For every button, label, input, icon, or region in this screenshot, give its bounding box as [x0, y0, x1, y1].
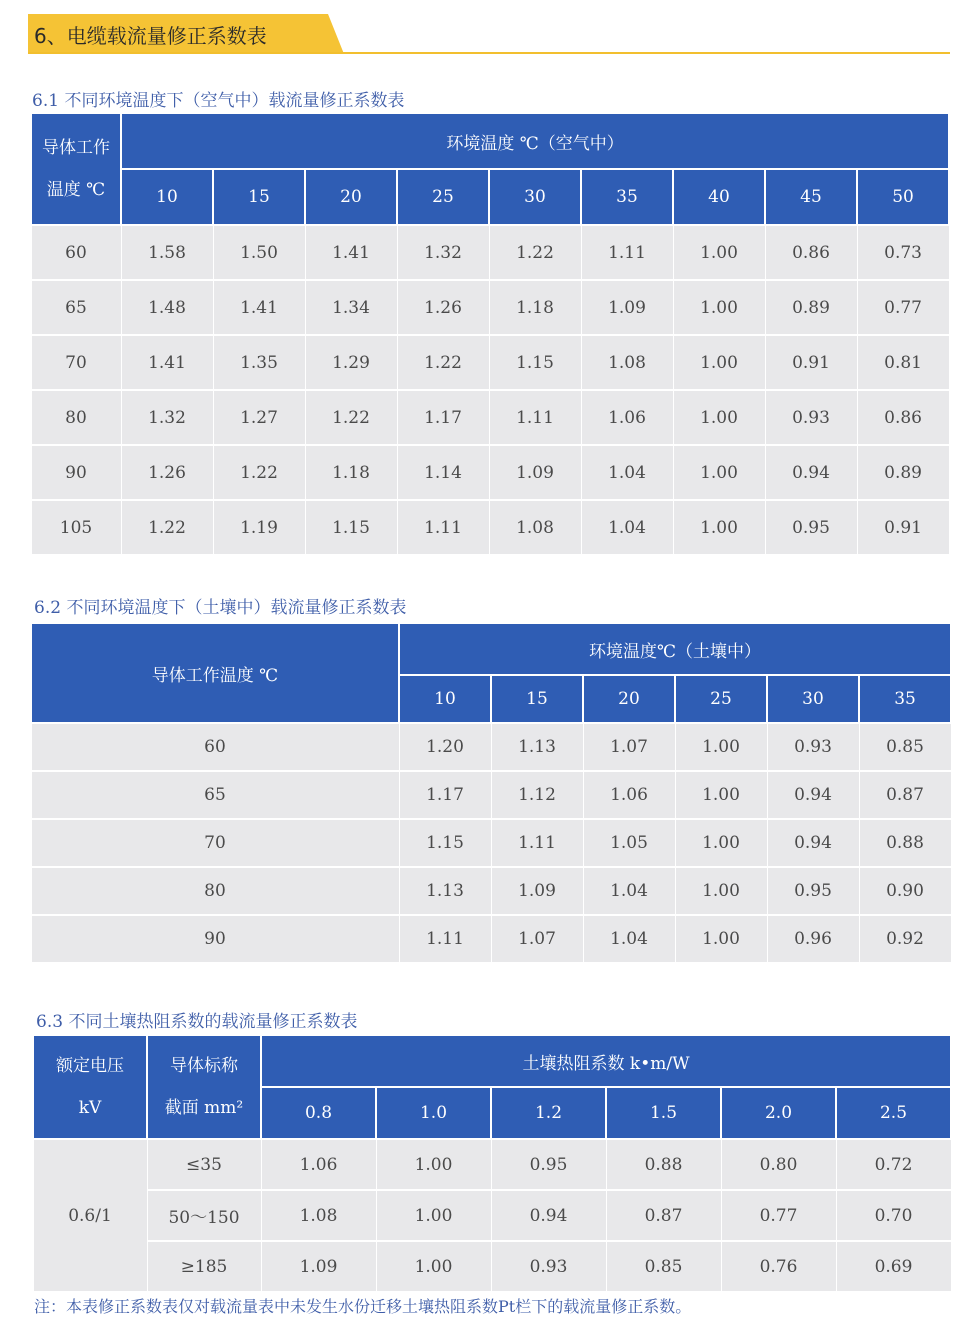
table3-value-cell: 1.00 [376, 1190, 491, 1241]
table3-column-header: 2.5 [836, 1087, 951, 1139]
table3-column-header: 1.5 [606, 1087, 721, 1139]
table3-column-header: 1.2 [491, 1087, 606, 1139]
table-row [31, 335, 949, 390]
table1-value-cell: 1.08 [489, 500, 581, 555]
table-row [31, 280, 949, 335]
table2 [30, 622, 952, 964]
table3-value-cell: 0.76 [721, 1241, 836, 1292]
table1-value-cell: 0.91 [857, 500, 949, 555]
table3-group-header: 土壤热阻系数 k•m/W [261, 1035, 951, 1087]
table2-value-cell: 1.09 [491, 867, 583, 915]
table-row [31, 723, 951, 771]
table1-value-cell: 1.06 [581, 390, 673, 445]
table3-section-header [147, 1035, 261, 1139]
table1-group-header: 环境温度 ℃（空气中） [121, 113, 949, 169]
table2-value-cell: 1.15 [399, 819, 491, 867]
table1-value-cell: 0.93 [765, 390, 857, 445]
table3-value-cell: 0.93 [491, 1241, 606, 1292]
table1-value-cell: 1.15 [305, 500, 397, 555]
table2-value-cell: 1.04 [583, 867, 675, 915]
table1-value-cell: 1.00 [673, 280, 765, 335]
table3-title: 6.3 不同土壤热阻系数的载流量修正系数表 [36, 1012, 358, 1032]
table1-column-header: 35 [581, 169, 673, 225]
table1-value-cell: 0.73 [857, 225, 949, 280]
table-row [31, 390, 949, 445]
table1-value-cell: 1.22 [213, 445, 305, 500]
table2-group-header: 环境温度℃（土壤中） [399, 623, 951, 675]
table2-value-cell: 1.06 [583, 771, 675, 819]
table1-value-cell: 1.00 [673, 225, 765, 280]
table1-row-header [31, 113, 121, 225]
table3-column-header: 1.0 [376, 1087, 491, 1139]
table2-temp-cell: 90 [31, 915, 399, 963]
table1-value-cell: 1.11 [489, 390, 581, 445]
table1-title: 6.1 不同环境温度下（空气中）载流量修正系数表 [32, 91, 405, 111]
table3-section-cell: ≥185 [147, 1241, 261, 1292]
footnote: 注：本表修正系数表仅对载流量表中未发生水份迁移土壤热阻系数Pt栏下的载流量修正系数。 [34, 1297, 692, 1316]
table2-value-cell: 1.07 [491, 915, 583, 963]
table1-value-cell: 1.14 [397, 445, 489, 500]
table1-value-cell: 1.00 [673, 390, 765, 445]
table2-temp-cell: 80 [31, 867, 399, 915]
table2-value-cell: 1.13 [399, 867, 491, 915]
table1-temp-cell: 80 [31, 390, 121, 445]
table2-value-cell: 1.11 [491, 819, 583, 867]
table3-voltage-header [33, 1035, 147, 1139]
table1-column-header-row [31, 169, 949, 225]
table1-value-cell: 0.77 [857, 280, 949, 335]
table2-value-cell: 0.93 [767, 723, 859, 771]
table-row [31, 771, 951, 819]
table2-temp-cell: 65 [31, 771, 399, 819]
table1-column-header: 20 [305, 169, 397, 225]
table3-section-cell: 50～150 [147, 1190, 261, 1241]
table3-column-header: 0.8 [261, 1087, 376, 1139]
table3-value-cell: 1.08 [261, 1190, 376, 1241]
table2-value-cell: 1.05 [583, 819, 675, 867]
table2-column-header: 35 [859, 675, 951, 723]
table1-value-cell: 0.89 [857, 445, 949, 500]
table1-value-cell: 1.17 [397, 390, 489, 445]
table1-value-cell: 1.26 [121, 445, 213, 500]
table1-column-header: 45 [765, 169, 857, 225]
table2-value-cell: 1.00 [675, 819, 767, 867]
table3-value-cell: 1.00 [376, 1241, 491, 1292]
table1-value-cell: 1.27 [213, 390, 305, 445]
section-title: 6、电缆载流量修正系数表 [34, 24, 267, 48]
table1-value-cell: 0.81 [857, 335, 949, 390]
table3-value-cell: 0.77 [721, 1190, 836, 1241]
table2-value-cell: 0.87 [859, 771, 951, 819]
table3-value-cell: 0.95 [491, 1139, 606, 1190]
table1-value-cell: 1.48 [121, 280, 213, 335]
table2-value-cell: 0.85 [859, 723, 951, 771]
table3-column-header: 2.0 [721, 1087, 836, 1139]
table2-row-header: 导体工作温度 ℃ [31, 623, 399, 723]
table2-value-cell: 1.07 [583, 723, 675, 771]
table3-section-cell: ≤35 [147, 1139, 261, 1190]
table1-value-cell: 1.41 [121, 335, 213, 390]
table2-value-cell: 1.17 [399, 771, 491, 819]
table1-value-cell: 1.00 [673, 500, 765, 555]
table1-value-cell: 1.09 [489, 445, 581, 500]
table1-value-cell: 1.29 [305, 335, 397, 390]
table1-value-cell: 1.35 [213, 335, 305, 390]
table3-value-cell: 1.06 [261, 1139, 376, 1190]
table-row [33, 1139, 951, 1190]
table3-section-header-line1: 导体标称 [170, 1056, 238, 1076]
table-row [31, 915, 951, 963]
table-row [31, 225, 949, 280]
table2-value-cell: 0.96 [767, 915, 859, 963]
table2-value-cell: 0.94 [767, 771, 859, 819]
table2-value-cell: 0.88 [859, 819, 951, 867]
table1-value-cell: 1.41 [213, 280, 305, 335]
table1-value-cell: 0.86 [857, 390, 949, 445]
table2-column-header: 30 [767, 675, 859, 723]
table1-temp-cell: 90 [31, 445, 121, 500]
table2-value-cell: 1.12 [491, 771, 583, 819]
table1-row-header-line2: 温度 ℃ [46, 180, 106, 200]
table1-value-cell: 1.04 [581, 500, 673, 555]
table3-value-cell: 1.00 [376, 1139, 491, 1190]
table2-title: 6.2 不同环境温度下（土壤中）载流量修正系数表 [34, 598, 407, 618]
table1-value-cell: 1.32 [397, 225, 489, 280]
table1-temp-cell: 105 [31, 500, 121, 555]
table1-column-header: 40 [673, 169, 765, 225]
table2-column-header: 25 [675, 675, 767, 723]
table3-value-cell: 0.87 [606, 1190, 721, 1241]
table1-value-cell: 1.18 [489, 280, 581, 335]
table2-value-cell: 0.95 [767, 867, 859, 915]
table1 [30, 112, 950, 556]
table2-value-cell: 0.90 [859, 867, 951, 915]
table1-value-cell: 1.26 [397, 280, 489, 335]
table1-value-cell: 1.58 [121, 225, 213, 280]
table3-value-cell: 0.72 [836, 1139, 951, 1190]
table-row [31, 445, 949, 500]
table3-value-cell: 0.80 [721, 1139, 836, 1190]
table1-value-cell: 0.95 [765, 500, 857, 555]
table-row [31, 819, 951, 867]
table2-value-cell: 0.92 [859, 915, 951, 963]
table1-value-cell: 1.22 [397, 335, 489, 390]
table2-value-cell: 1.00 [675, 723, 767, 771]
table3-value-cell: 0.94 [491, 1190, 606, 1241]
table1-value-cell: 1.19 [213, 500, 305, 555]
table1-value-cell: 1.04 [581, 445, 673, 500]
table1-value-cell: 1.00 [673, 445, 765, 500]
table-row [31, 500, 949, 555]
table1-column-header: 10 [121, 169, 213, 225]
table3-voltage-cell: 0.6/1 [33, 1139, 147, 1292]
table1-value-cell: 1.11 [581, 225, 673, 280]
table3-voltage-header-line2: kV [78, 1098, 102, 1118]
table1-value-cell: 0.89 [765, 280, 857, 335]
table1-value-cell: 1.00 [673, 335, 765, 390]
table1-value-cell: 1.11 [397, 500, 489, 555]
table2-column-header: 20 [583, 675, 675, 723]
table2-value-cell: 1.00 [675, 915, 767, 963]
table1-column-header: 30 [489, 169, 581, 225]
table2-column-header: 10 [399, 675, 491, 723]
table2-temp-cell: 60 [31, 723, 399, 771]
section-header-underline [28, 52, 950, 54]
table1-column-header: 15 [213, 169, 305, 225]
table1-temp-cell: 70 [31, 335, 121, 390]
table1-value-cell: 1.22 [121, 500, 213, 555]
table2-value-cell: 0.94 [767, 819, 859, 867]
table2-value-cell: 1.00 [675, 867, 767, 915]
table-row [33, 1190, 951, 1241]
table2-temp-cell: 70 [31, 819, 399, 867]
table3-value-cell: 0.70 [836, 1190, 951, 1241]
table2-column-header: 15 [491, 675, 583, 723]
table1-temp-cell: 65 [31, 280, 121, 335]
table2-value-cell: 1.13 [491, 723, 583, 771]
table3-section-header-line2: 截面 mm² [164, 1098, 244, 1118]
table3-value-cell: 0.69 [836, 1241, 951, 1292]
table3-voltage-header-line1: 额定电压 [56, 1056, 124, 1076]
table2-value-cell: 1.04 [583, 915, 675, 963]
table1-value-cell: 1.18 [305, 445, 397, 500]
table3-value-cell: 0.85 [606, 1241, 721, 1292]
table1-value-cell: 1.50 [213, 225, 305, 280]
table2-value-cell: 1.20 [399, 723, 491, 771]
table-row [33, 1241, 951, 1292]
table1-value-cell: 1.41 [305, 225, 397, 280]
table1-column-header: 50 [857, 169, 949, 225]
table-row [31, 867, 951, 915]
table3 [32, 1034, 952, 1293]
table3-value-cell: 0.88 [606, 1139, 721, 1190]
table1-column-header: 25 [397, 169, 489, 225]
table1-temp-cell: 60 [31, 225, 121, 280]
table1-value-cell: 1.32 [121, 390, 213, 445]
table2-value-cell: 1.11 [399, 915, 491, 963]
table1-value-cell: 1.34 [305, 280, 397, 335]
table1-value-cell: 1.22 [305, 390, 397, 445]
section-header [28, 14, 950, 54]
table1-value-cell: 0.91 [765, 335, 857, 390]
table1-value-cell: 1.08 [581, 335, 673, 390]
table1-value-cell: 1.15 [489, 335, 581, 390]
table1-value-cell: 0.86 [765, 225, 857, 280]
table2-value-cell: 1.00 [675, 771, 767, 819]
table3-value-cell: 1.09 [261, 1241, 376, 1292]
table1-value-cell: 1.09 [581, 280, 673, 335]
table1-value-cell: 0.94 [765, 445, 857, 500]
table1-value-cell: 1.22 [489, 225, 581, 280]
table1-row-header-line1: 导体工作 [42, 138, 110, 158]
